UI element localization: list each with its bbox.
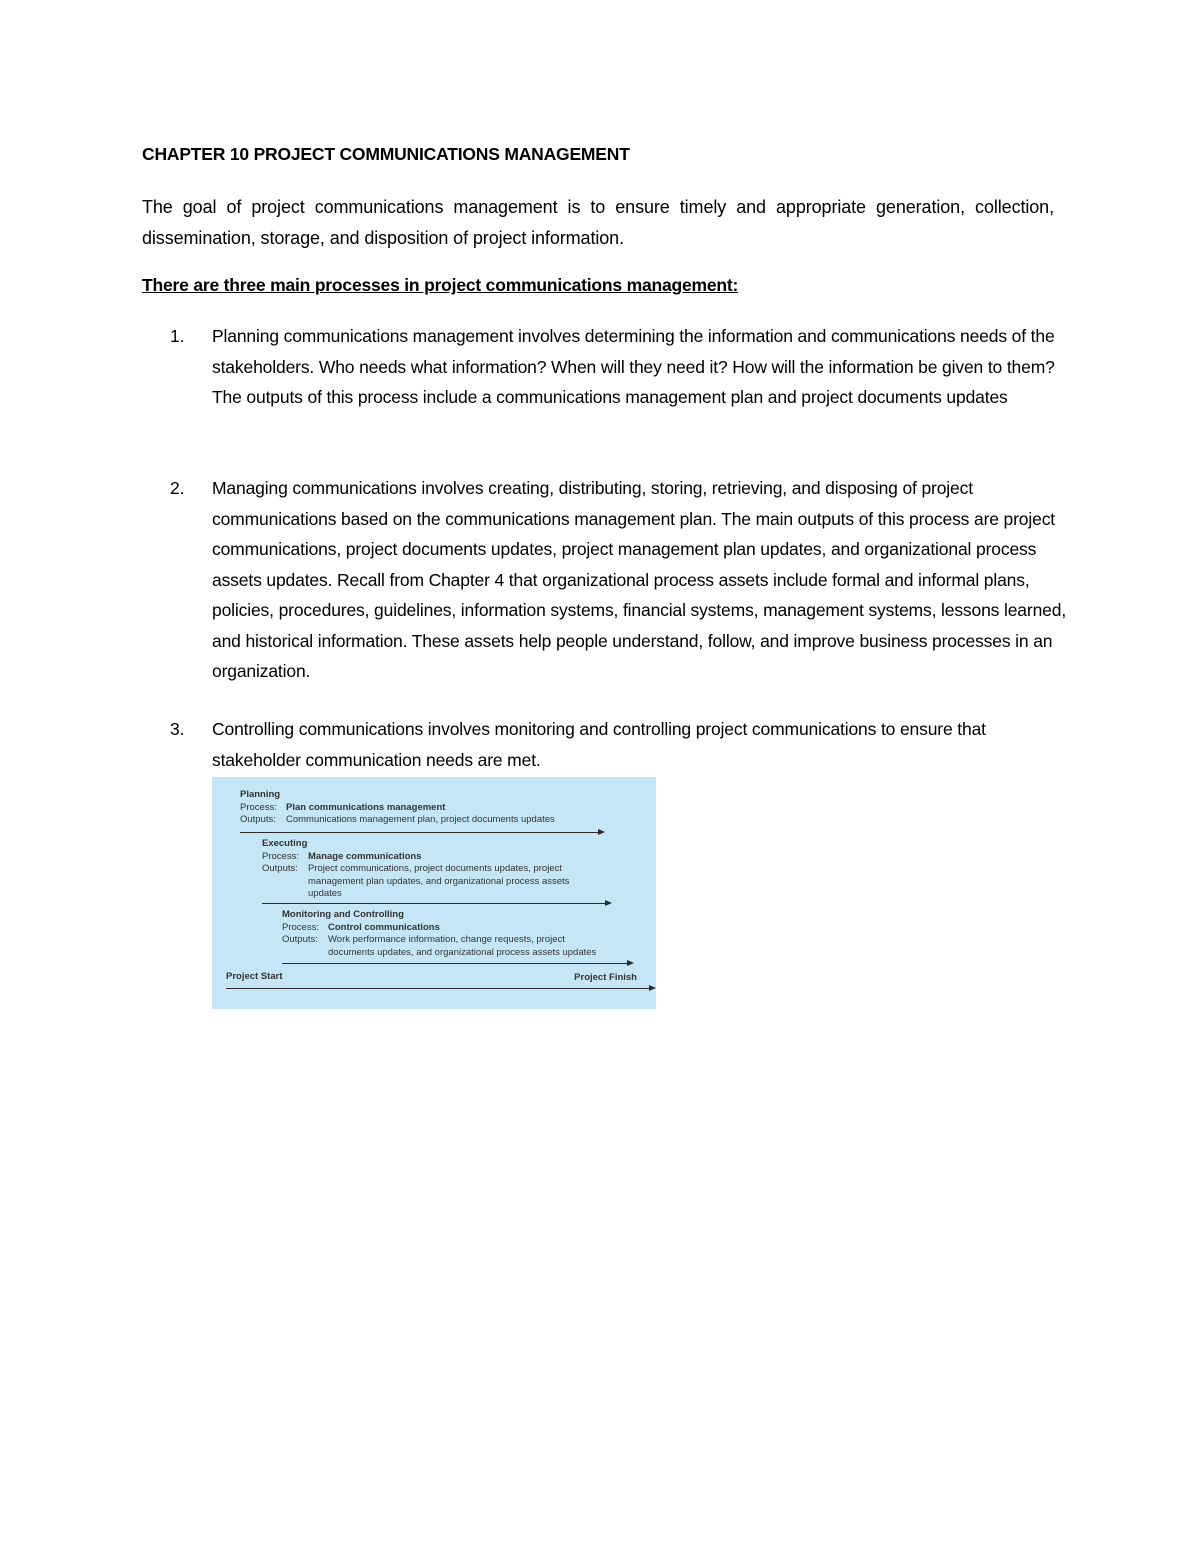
executing-process-key: Process:	[262, 850, 299, 862]
monitoring-title: Monitoring and Controlling	[282, 909, 404, 920]
executing-outputs-key: Outputs:	[262, 863, 298, 874]
monitoring-outputs-line2: documents updates, and organizational process assets updates	[328, 946, 597, 958]
process-timeline-figure	[212, 777, 656, 1009]
monitoring-process-key: Process:	[282, 921, 319, 933]
planning-process-value: Plan communications management	[286, 801, 446, 813]
list-item-controlling	[170, 714, 1070, 775]
planning-outputs-value: Communications management plan, project documents updates	[286, 814, 555, 825]
list-item-text: Controlling communications involves monitoring and controlling project communications to ensure that stakeholder communication needs are met.	[212, 719, 986, 770]
executing-arrow	[262, 903, 606, 904]
executing-outputs-line3: updates	[308, 888, 342, 899]
monitoring-outputs-line1: Work performance information, change requests, project	[328, 934, 565, 945]
planning-arrow	[240, 832, 599, 833]
planning-process-key: Process:	[240, 801, 277, 813]
list-item-text: Managing communications involves creating, distributing, storing, retrieving, and disposing of project communications based on the communications management plan. The main outputs of this process are project communications, project documents updates, project management plan updates, and organizational process assets updates. Recall from Chapter 4 that organizational process assets include formal and informal plans, policies, procedures, guidelines, information systems, financial systems, management systems, lessons learned, and historical information. These assets help people understand, follow, and improve business processes in an organization.	[212, 478, 1067, 681]
executing-outputs-line1: Project communications, project documents updates, project	[308, 863, 562, 874]
chapter-heading: CHAPTER 10 PROJECT COMMUNICATIONS MANAGEMENT	[142, 144, 630, 164]
list-item-text: Planning communications management involves determining the information and communications needs of the stakeholders. Who needs what information? When will they need it? How will the information be given to them? The outputs of this process include a communications management plan and project documents updates	[212, 326, 1055, 407]
executing-process-value: Manage communications	[308, 850, 422, 862]
list-item-number: 2.	[170, 478, 185, 498]
executing-block	[262, 838, 569, 901]
executing-title: Executing	[262, 838, 308, 849]
project-timeline-arrow	[226, 988, 650, 989]
monitoring-block	[282, 909, 596, 959]
planning-outputs-key: Outputs:	[240, 814, 276, 825]
intro-paragraph: The goal of project communications management is to ensure timely and appropriate generation, collection, dissemination, storage, and disposition of project information.	[142, 197, 1054, 248]
executing-outputs-line2: management plan updates, and organizational process assets	[308, 875, 570, 887]
project-finish-label: Project Finish	[574, 972, 637, 983]
list-item-number: 3.	[170, 719, 185, 739]
monitoring-arrow	[282, 963, 628, 964]
list-item-managing	[170, 473, 1070, 687]
monitoring-outputs-key: Outputs:	[282, 934, 318, 945]
planning-title: Planning	[240, 789, 281, 800]
project-start-label: Project Start	[226, 971, 283, 982]
list-item-number: 1.	[170, 326, 185, 346]
monitoring-process-value: Control communications	[328, 921, 440, 933]
processes-subheading: There are three main processes in project communications management:	[142, 275, 739, 295]
planning-block	[240, 789, 555, 827]
list-item-planning	[170, 321, 1070, 413]
